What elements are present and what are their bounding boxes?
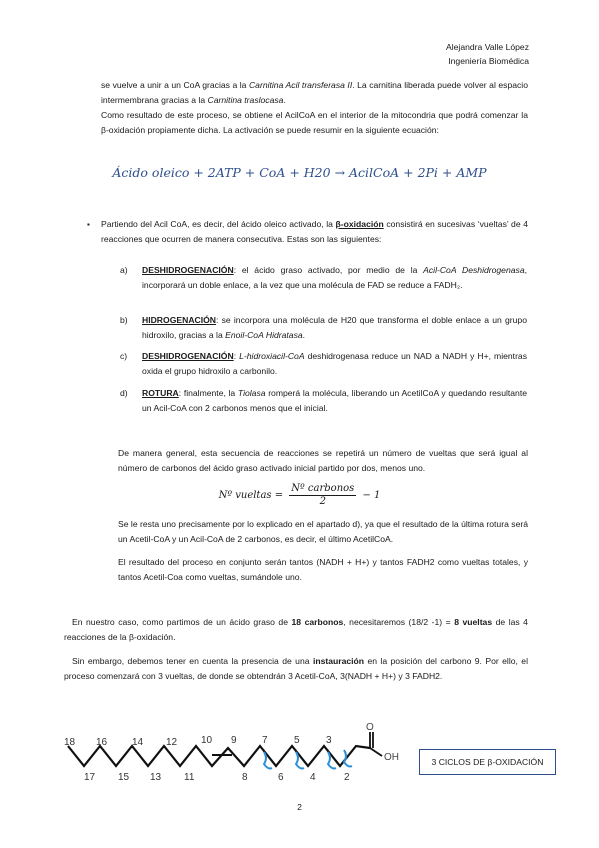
carbon-number: 17 — [84, 772, 96, 783]
carbon-number: 9 — [231, 735, 237, 746]
step-letter: c) — [120, 351, 128, 361]
step-d: d) ROTURA: finalmente, la Tiolasa romperá la molécula, liberando un AcetilCoA y quedando resultante un Acil-CoA con 2 carbonos menos que el inicial. — [120, 388, 527, 413]
turns-equation: Nº vueltas = $\frac{\text{Nº carbonos}}{2}$ − 1 — [218, 483, 381, 507]
page-number: 2 — [297, 802, 302, 812]
hydroxyl-label: OH — [384, 752, 399, 763]
oxygen-label: O — [366, 722, 374, 733]
equation-numerator: Nº carbonos — [291, 483, 355, 494]
carbon-number: 18 — [64, 737, 76, 748]
intro-section — [101, 78, 528, 138]
oleic-acid-structure — [60, 718, 415, 790]
program-name: Ingeniería Biomédica — [448, 56, 529, 66]
carbon-number: 13 — [150, 772, 162, 783]
carbon-number: 10 — [201, 735, 213, 746]
general-paragraph-3: El resultado del proceso en conjunto serán tantos (NADH + H+) y tantos FADH2 como vueltas totales, y tantos Acetil-Coa como vueltas, sumándole uno. — [118, 557, 528, 582]
carbon-number: 4 — [310, 772, 316, 783]
cycles-label-box: 3 CICLOS DE β-OXIDACIÓN — [419, 749, 556, 775]
carbon-number: 6 — [278, 772, 284, 783]
step-letter: a) — [120, 265, 128, 275]
carbon-number: 12 — [166, 737, 178, 748]
carbon-number: 15 — [118, 772, 130, 783]
activation-equation: Ácido oleico + 2ATP + CoA + H20 → AcilCoA + 2Pi + AMP — [112, 165, 487, 180]
author-name: Alejandra Valle López — [446, 42, 529, 52]
bullet-paragraph: Partiendo del Acil CoA, es decir, del ácido oleico activado, la β-oxidación consistirá en sucesivas ‘vueltas’ de 4 reacciones que ocurren de manera consecutiva. Estas son las siguientes: — [101, 219, 528, 244]
page-header — [446, 40, 529, 68]
carbon-number: 16 — [96, 737, 108, 748]
case-paragraph-2: Sin embargo, debemos tener en cuenta la presencia de una instauración en la posición del carbono 9. Por ello, el proceso comenzará con 3 vueltas, de donde se obtendrán 3 Acetil-CoA, 3(NADH + H+) y 3 FADH2. — [64, 656, 528, 681]
carbon-number: 14 — [132, 737, 144, 748]
general-paragraph-1: De manera general, esta secuencia de reacciones se repetirá un número de vueltas que será igual al número de carbonos del ácido graso activado inicial partido por dos, menos uno. — [118, 448, 528, 473]
carbon-number: 7 — [262, 735, 268, 746]
step-a: a) DESHIDROGENACIÓN: el ácido graso activado, por medio de la Acil-CoA Deshidrogenasa, incorporará un doble enlace, a la vez que una molécula de FAD se reduce a FADH₂. — [120, 265, 527, 290]
carbon-number: 5 — [294, 735, 300, 746]
step-c: c) DESHIDROGENACIÓN: L-hidroxiacil-CoA deshidrogenasa reduce un NAD a NADH y H+, mientras oxida el grupo hidroxilo a carbonilo. — [120, 351, 528, 376]
step-letter: d) — [120, 388, 128, 398]
carbon-number: 11 — [184, 772, 195, 783]
bullet-icon: ▪ — [87, 220, 90, 229]
hydroxyl-bond — [370, 748, 382, 756]
case-paragraph-1: En nuestro caso, como partimos de un ácido graso de 18 carbonos, necesitaremos (18/2 -1) = 8 vueltas de las 4 reacciones de la β-oxidación. — [64, 617, 528, 642]
intro-paragraph-1: se vuelve a unir a un CoA gracias a la Carnitina Acil transferasa II. La carnitina liberada puede volver al espacio intermembrana gracias a la Carnitina traslocasa. — [101, 80, 528, 105]
carbon-number: 3 — [326, 735, 332, 746]
intro-paragraph-2: Como resultado de este proceso, se obtiene el AcilCoA en el interior de la mitocondria que podrá comenzar la β-oxidación propiamente dicha. La activación se puede resumir en la siguiente ecuación: — [101, 110, 528, 135]
bottom-carbon-numbers — [84, 772, 350, 783]
step-b: b) HIDROGENACIÓN: se incorpora una molécula de H20 que transforma el doble enlace a un grupo hidroxilo, gracias a la Enoil-CoA Hidratasa. — [120, 315, 527, 340]
carbon-number: 8 — [242, 772, 248, 783]
equation-denominator: 2 — [319, 496, 326, 507]
carbon-number: 2 — [344, 772, 350, 783]
general-paragraph-2: Se le resta uno precisamente por lo explicado en el apartado d), ya que el resultado de la última rotura será un Acetil-CoA y un Acil-CoA de 2 carbonos, es decir, el último AcetilCoA. — [118, 519, 528, 544]
step-letter: b) — [120, 315, 128, 325]
